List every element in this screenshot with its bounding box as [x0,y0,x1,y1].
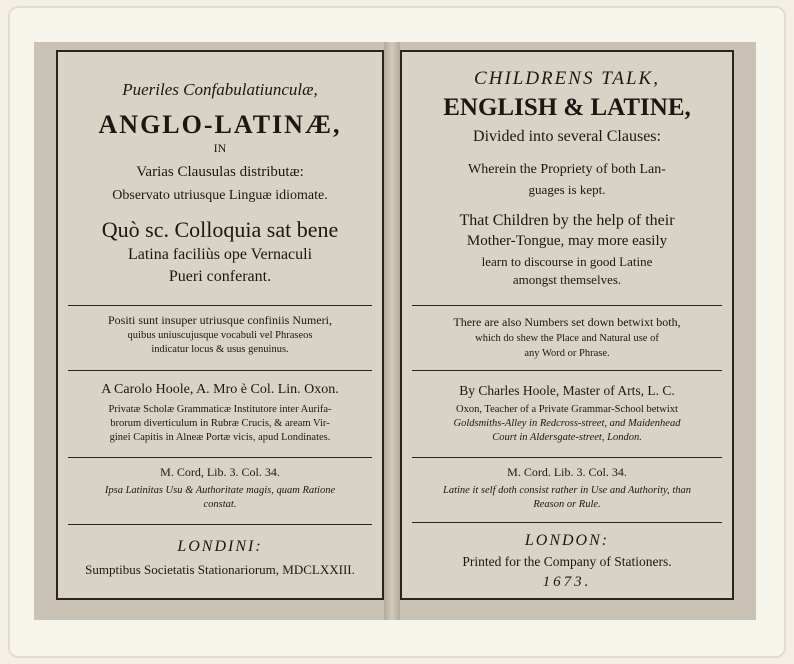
latin-quote1: Ipsa Latinitas Usu & Authoritate magis, quam Ratione [104,485,336,496]
english-place: LONDON: [524,532,610,549]
latin-in: IN [213,141,227,155]
english-year: 1673. [542,574,592,590]
english-line6: That Children by the help of their [459,212,675,229]
latin-cord: M. Cord, Lib. 3. Col. 34. [160,465,280,479]
latin-place: LONDINI: [177,538,263,555]
latin-author2: Privatæ Scholæ Grammaticæ Institutore inter Aurifa- [108,404,332,415]
latin-line5: Quò sc. Colloquia sat bene [101,217,339,242]
rule [68,305,372,306]
latin-author3: brorum diverticulum in Rubræ Crucis, & aream Vir- [110,418,330,429]
english-line9: amongst themselves. [512,272,622,287]
rule [412,305,722,306]
latin-quote2: constat. [203,499,237,510]
english-title-line2: ENGLISH & LATINE, [443,94,691,121]
english-cord: M. Cord. Lib. 3. Col. 34. [507,465,627,479]
latin-imprint: Sumptibus Societatis Stationariorum, MDCLXXIII. [85,562,355,577]
english-title-line1: CHILDRENS TALK, [474,68,660,89]
english-author1: By Charles Hoole, Master of Arts, L. C. [459,383,675,398]
english-quote2: Reason or Rule. [533,499,601,510]
latin-line6: Latina faciliùs ope Vernaculi [127,246,313,263]
english-line3: Divided into several Clauses: [473,128,661,145]
english-line5: guages is kept. [528,182,606,197]
english-author4: Court in Aldersgate-street, London. [492,432,642,443]
rule [68,370,372,371]
latin-author4: ginei Capitis in Alneæ Portæ vicis, apud Londinates. [109,432,331,443]
english-line7: Mother-Tongue, may more easily [466,233,668,249]
latin-title-line2: ANGLO-LATINÆ, [98,110,342,139]
latin-positi1: Positi sunt insuper utriusque confiniis Numeri, [108,313,332,327]
latin-title-page [56,50,384,600]
english-nums2: which do shew the Place and Natural use of [475,333,659,344]
english-quote1: Latine it self doth consist rather in Use and Authority, than [442,485,692,496]
english-nums3: any Word or Phrase. [524,348,610,359]
latin-positi2: quibus uniuscujusque vocabuli vel Phraseos [127,330,313,341]
latin-author1: A Carolo Hoole, A. Mro è Col. Lin. Oxon. [101,382,339,397]
english-title-page [400,50,734,600]
english-author3: Goldsmiths-Alley in Redcross-street, and Maidenhead [453,418,681,429]
rule [68,457,372,458]
book-gutter [384,42,400,620]
latin-line7: Pueri conferant. [168,268,272,285]
latin-title-line1: Pueriles Confabulatiunculæ, [122,80,318,99]
rule [68,524,372,525]
latin-positi3: indicatur locus & usus genuinus. [151,344,289,355]
english-line4: Wherein the Propriety of both Lan- [468,162,666,177]
english-imprint: Printed for the Company of Stationers. [462,554,672,569]
rule [412,370,722,371]
latin-line3: Varias Clausulas distributæ: [136,164,304,180]
rule [412,457,722,458]
english-nums1: There are also Numbers set down betwixt both, [453,315,681,329]
latin-line4: Observato utriusque Linguæ idiomate. [112,188,328,203]
rule [412,522,722,523]
english-author2: Oxon, Teacher of a Private Grammar-School betwixt [456,404,678,415]
english-line8: learn to discourse in good Latine [481,254,653,269]
